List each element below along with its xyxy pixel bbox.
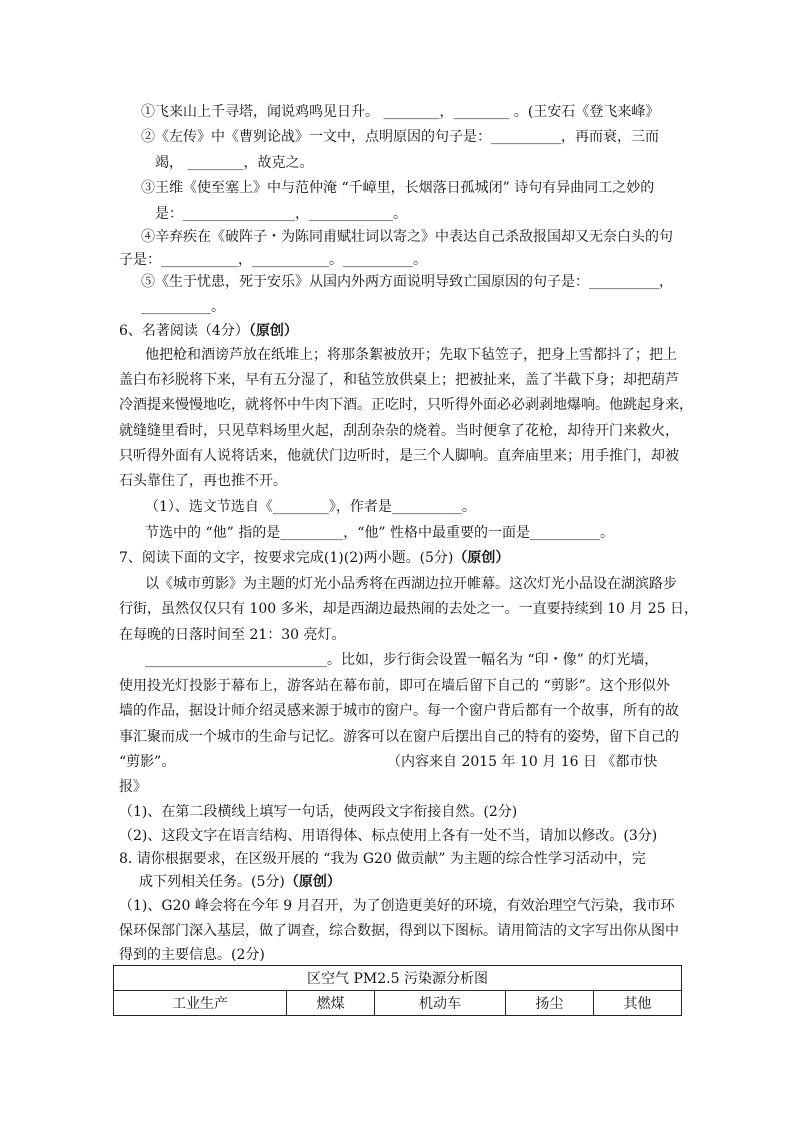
table-header-cell: 工业生产: [114, 991, 287, 1016]
q7-passage-line2: 行街，虽然仅仅只有 100 多米，却是西湖边最热闹的去处之一。一直要持续到 10 月 25 日，: [119, 601, 699, 617]
table-title-row: [114, 966, 682, 991]
q7-passage-line8: “剪影”。: [119, 754, 176, 770]
q8-subquestion1-line2: 保环保部门深入基层，做了调查，综合数据，得到以下图标。请用简洁的文字写出你从图中: [119, 923, 679, 939]
table-header-cell: 燃煤: [287, 991, 375, 1016]
table-title: 区空气 PM2.5 污染源分析图: [114, 966, 682, 991]
table-header-cell: 其他: [593, 991, 681, 1016]
q8-original-tag: （原创）: [284, 874, 341, 890]
q7-passage-line3: 在每晚的日落时间至 21：30 亮灯。: [119, 627, 346, 643]
q7-passage-line1: 以《城市剪影》为主题的灯光小品秀将在西湖边拉开帷幕。这次灯光小品设在湖滨路步: [145, 576, 677, 592]
q5-item1: ①飞来山上千寻塔，闻说鸡鸣见日升。 ________，________ 。(王安石《登飞来峰》: [141, 104, 660, 120]
q8-subquestion1-line1: （1)、G20 峰会将在今年 9 月召开，为了创造更美好的环境，有效治理空气污染，我市环: [119, 898, 675, 914]
q6-passage-line2: 盖白布衫脱将下来，早有五分湿了，和毡笠放供桌上；把被扯来，盖了半截下身；却把葫芦: [119, 372, 679, 388]
q7-passage-line9: 报》: [119, 779, 147, 795]
q7-passage-line5: 使用投光灯投影于幕布上，游客站在幕布前，即可在墙后留下自己的 “剪影”。这个形似外: [119, 678, 670, 694]
q5-item2-line2: 竭， ________，故克之。: [155, 155, 314, 171]
q6-subquestion1: （1）、选文节选自《________》，作者是__________。: [145, 499, 476, 515]
q5-item3-line1: ③王维《使至塞上》中与范仲淹 “千嶂里，长烟落日孤城闭” 诗句有异曲同工之妙的: [141, 180, 655, 196]
q7-source-citation: （内容来自 2015 年 10 月 16 日 《都市快: [387, 754, 658, 770]
q5-item4-line1: ④辛弃疾在《破阵子・为陈同甫赋壮词以寄之》中表达自己杀敌报国却又无奈白头的句: [141, 229, 673, 245]
q6-passage-line3: 冷酒提来慢慢地吃，就将怀中牛肉下酒。正吃时，只听得外面必必剥剥地爆响。他跳起身来，: [119, 397, 693, 413]
table-header-cell: 机动车: [375, 991, 506, 1016]
q5-item5-line1: ⑤《生于忧患，死于安乐》从国内外两方面说明导致亡国原因的句子是：__________，: [141, 274, 673, 290]
q5-item5-line2: __________。: [141, 299, 225, 315]
table-header-row: [114, 991, 682, 1016]
q7-passage-line7: 事汇聚而成一个城市的生命与记忆。游客可以在窗户后摆出自己的特有的姿势，留下自己的: [119, 729, 679, 745]
q6-heading: [119, 322, 298, 340]
q7-heading: [119, 549, 509, 567]
pm25-source-table: [113, 965, 682, 1016]
q8-subquestion1-line3: 得到的主要信息。(2分): [119, 947, 265, 963]
q6-passage-line1: 他把枪和酒谤芦放在纸堆上；将那条絮被放开；先取下毡笠子，把身上雪都抖了；把上: [145, 347, 677, 363]
q8-heading-text: 成下列相关任务。(5分): [139, 874, 285, 890]
q6-heading-text: 6、名著阅读（4分）: [119, 323, 249, 339]
q8-heading-line1: 8. 请你根据要求，在区级开展的 “我为 G20 做贡献” 为主题的综合性学习活动中，完: [119, 851, 646, 867]
q7-heading-text: 7、阅读下面的文字，按要求完成(1)(2)两小题。(5分): [119, 550, 454, 566]
q7-passage-line4: __________________________。比如，步行街会设置一幅名为 “印・像” 的灯光墙，: [145, 652, 659, 668]
q6-passage-line5: 只听得外面有人说将话来，他就伏门边听时，是三个人脚响。直奔庙里来；用手推门，却被: [119, 448, 679, 464]
q6-passage-line4: 就缝缝里看时，只见草料场里火起，刮刮杂杂的烧着。当时便拿了花枪，却待开门来救火，: [119, 423, 679, 439]
q6-subquestion2: 节选中的 “他” 指的是_________，“他” 性格中最重要的一面是__________。: [145, 525, 614, 541]
table-header-cell: 扬尘: [505, 991, 593, 1016]
q6-original-tag: （原创）: [248, 323, 298, 339]
q7-subquestion2: （2)、这段文字在语言结构、用语得体、标点使用上各有一处不当，请加以修改。(3分): [119, 828, 658, 844]
q5-item4-line2: 子是：___________，___________。__________。: [119, 252, 427, 268]
q7-passage-line6: 墙的作品，据设计师介绍灵感来源于城市的窗户。每一个窗户背后都有一个故事，所有的故: [119, 703, 679, 719]
q8-heading-line2: [139, 873, 341, 891]
q5-item2-line1: ②《左传》中《曹刿论战》一文中，点明原因的句子是：__________，再而衰，三而: [141, 129, 659, 145]
q7-original-tag: （原创）: [453, 550, 510, 566]
q5-item3-line2: 是：________________，____________。: [155, 206, 407, 222]
q6-passage-line6: 石头靠住了，再也推不开。: [119, 473, 287, 489]
q7-subquestion1: （1)、在第二段横线上填写一句话，使两段文字衔接自然。(2分): [119, 804, 518, 820]
